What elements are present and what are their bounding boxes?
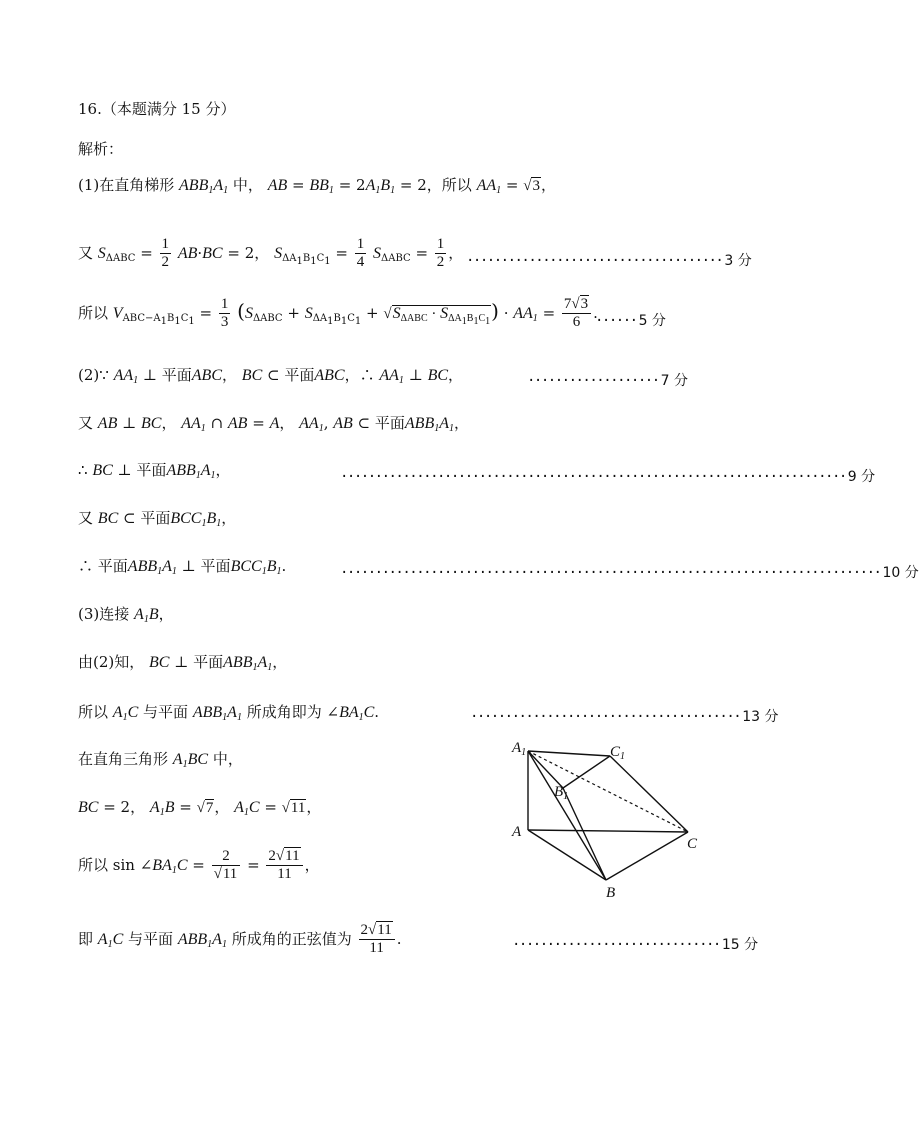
edge-C1-C (610, 756, 688, 832)
score-15: ······························ 15 分 (512, 937, 759, 953)
fraction-one-half-b: $\frac{1}{2}$ (436, 236, 445, 271)
part3-line7: 即 $A_1C$ 与平面 $ABB_1A_1$ 所成角的正弦值为 $\frac{2√11}{11}$ . (78, 922, 402, 957)
label-A: A (512, 824, 522, 840)
label-C1: $C_1$ (610, 744, 626, 762)
label-C: C (687, 836, 698, 852)
part3-line1: (3)连接 $A_1B$， (78, 605, 174, 625)
edge-B1-C1 (563, 756, 610, 788)
analysis-label: 解析： (78, 140, 124, 158)
fraction-one-third: $\frac{1}{3}$ (220, 296, 229, 331)
fraction-answer: $\frac{2√11}{11}$ (359, 922, 395, 958)
part1-line1: (1)在直角梯形 $ABB_1A_1$ 中， AB = $BB_1 = 2A_1B_1 = 2$，所以 $AA_1 = √3$， (78, 176, 556, 196)
score-3: ····································· 3 分 (466, 253, 752, 269)
fraction-2root11-over-11: $\frac{2√11}{11}$ (266, 848, 302, 884)
edge-A1-C1 (528, 751, 610, 756)
fraction-seven-root3-over-6: $\frac{7√3}{6}$ (562, 296, 591, 332)
part3-line3: 所以 $A_1C$ 与平面 $ABB_1A_1$ 所成角即为 $\angle BA_1C$. (78, 703, 380, 723)
score-10: ·············································································· 10 分 (340, 565, 919, 581)
part2-line4: 又 BC ⊂ 平面$BCC_1B_1$， (78, 509, 237, 529)
edge-A1-B1 (528, 751, 563, 788)
part3-line2: 由(2)知， BC ⊥ 平面$ABB_1A_1$， (78, 653, 288, 673)
score-5: ······ 5 分 (595, 313, 666, 329)
label-A1: $A_1$ (512, 740, 527, 758)
part2-line2: 又 AB ⊥ BC， $AA_1$ ∩ AB = A， $AA_1$, AB ⊂ 平面$ABB_1A_1$， (78, 414, 470, 434)
label-B: B (606, 885, 616, 901)
part1-line3: 所以 $V_{ABC-A_1B_1C_1}$ = $\frac{1}{3}$ $(S_{\Delta ABC} + S_{\Delta A_1B_1C_1} + √S_{\Delta ABC} \cdot S_{\Delta A_1B_1C_1}) \cdot AA_1$ = $\frac{7√3}{6}$ . (78, 296, 598, 331)
problem-title: 16.（本题满分 15 分） (78, 100, 236, 118)
part2-line3: ∴ BC ⊥ 平面$ABB_1A_1$， (78, 461, 231, 481)
prism-figure (500, 730, 730, 905)
fraction-2-over-root11: $\frac{2}{√11}$ (212, 848, 241, 884)
edge-B-C (606, 832, 688, 880)
part1-line2: 又 $S_{\Delta ABC}$ = $\frac{1}{2}$ AB·BC = 2， $S_{\Delta A_1B_1C_1}$ = $\frac{1}{4}$ $S_{\Delta ABC}$ = $\frac{1}{2}$ ， (78, 236, 464, 271)
part2-line5: ∴ 平面$ABB_1A_1$ ⊥ 平面$BCC_1B_1$. (78, 557, 287, 577)
fraction-one-half: $\frac{1}{2}$ (161, 236, 170, 271)
part2-line1: (2)∵ $AA_1$ ⊥ 平面ABC， BC ⊂ 平面ABC，∴ $AA_1$ ⊥ BC， (78, 366, 464, 386)
part3-line6: 所以 $\sin \angle BA_1C$ = $\frac{2}{√11}$ = $\frac{2√11}{11}$ ， (78, 848, 320, 883)
score-13: ······································· 13 分 (470, 709, 779, 725)
edge-A-C (528, 830, 688, 832)
score-9: ········································································· 9 分 (340, 469, 876, 485)
score-7: ··················· 7 分 (527, 373, 689, 389)
label-B1: $B_1$ (554, 784, 569, 802)
fraction-one-quarter: $\frac{1}{4}$ (356, 236, 365, 271)
part3-line5: BC = 2， $A_1B = √7$， $A_1C = √11$， (78, 798, 322, 818)
part3-line4: 在直角三角形 $A_1BC$ 中， (78, 750, 243, 770)
